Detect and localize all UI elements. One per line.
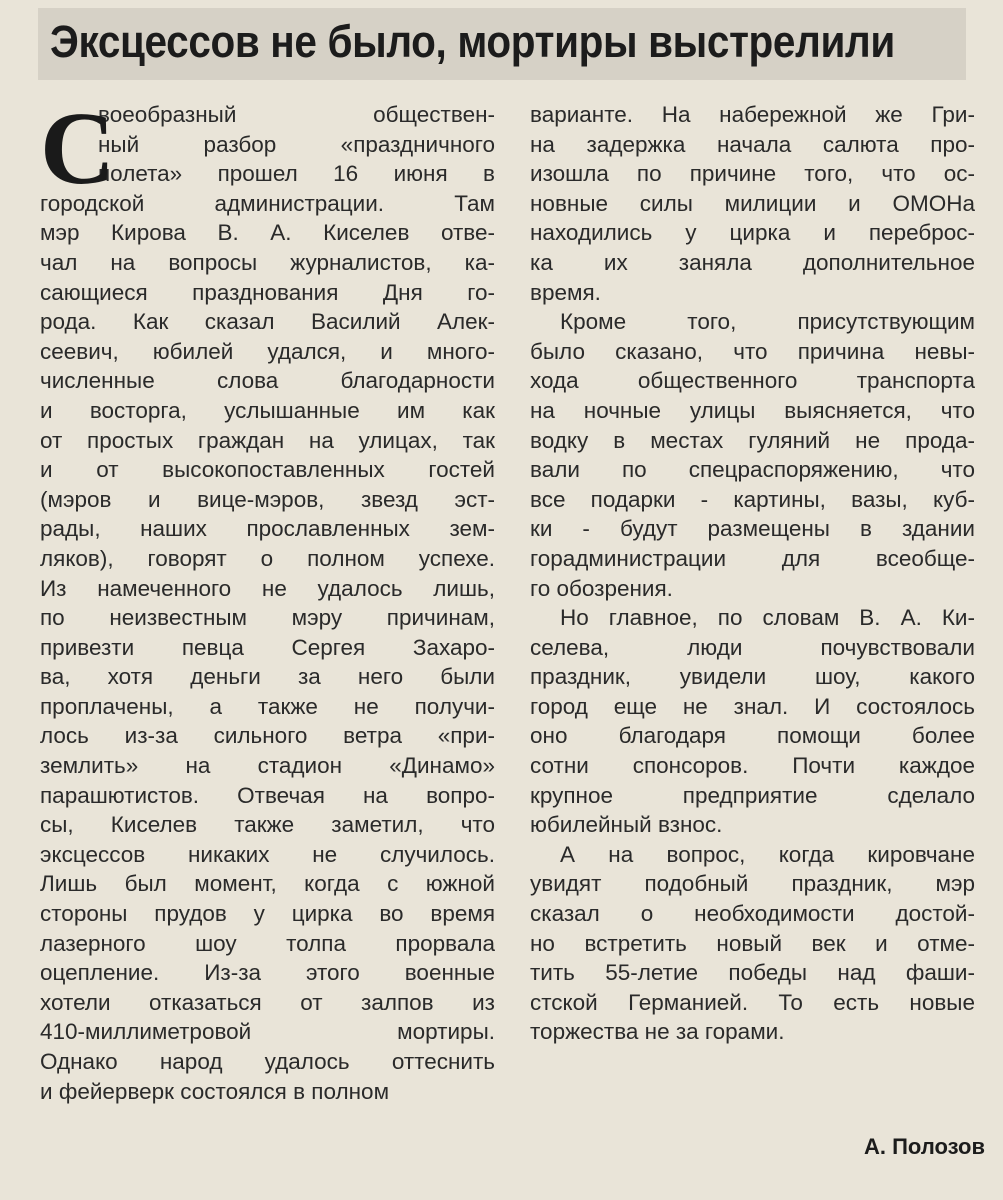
article-column-left bbox=[40, 91, 495, 1106]
text-line: привезти певца Сергея Захаро- bbox=[40, 634, 495, 660]
text-line: (мэров и вице-мэров, звезд эст- bbox=[40, 486, 495, 512]
text-line: вали по спецраспоряжению, что bbox=[530, 457, 975, 483]
text-line: все подарки - картины, вазы, куб- bbox=[530, 486, 975, 512]
text-line: юбилейный взнос. bbox=[530, 812, 723, 838]
text-line: Из намеченного не удалось лишь, bbox=[40, 575, 495, 601]
text-line: варианте. На набережной же Гри- bbox=[530, 102, 975, 127]
text-line: стской Германией. То есть новые bbox=[530, 989, 975, 1015]
text-line: эксцессов никаких не случилось. bbox=[40, 841, 495, 867]
text-line: полета» прошел 16 июня в bbox=[98, 161, 495, 187]
text-line: селева, люди почувствовали bbox=[530, 634, 975, 660]
text-line: А на вопрос, когда кировчане bbox=[560, 841, 975, 867]
text-line: Но главное, по словам В. А. Ки- bbox=[560, 605, 975, 631]
text-line: проплачены, а также не получи- bbox=[40, 693, 495, 719]
text-line: ва, хотя деньги за него были bbox=[40, 664, 495, 690]
text-line: городской администрации. Там bbox=[40, 190, 495, 216]
text-line: 410-миллиметровой мортиры. bbox=[40, 1019, 495, 1045]
text-line: рода. Как сказал Василий Алек- bbox=[40, 309, 495, 335]
text-line: стороны прудов у цирка во время bbox=[40, 901, 495, 927]
text-line: горадминистрации для всеобще- bbox=[530, 545, 975, 571]
text-line: рады, наших прославленных зем- bbox=[40, 516, 495, 542]
text-line: и от высокопоставленных гостей bbox=[40, 457, 495, 483]
text-line: лось из-за сильного ветра «при- bbox=[40, 723, 495, 749]
text-line: сотни спонсоров. Почти каждое bbox=[530, 753, 975, 779]
text-line: крупное предприятие сделало bbox=[530, 782, 975, 808]
text-line: город еще не знал. И состоялось bbox=[530, 693, 975, 719]
text-line: тить 55-летие победы над фаши- bbox=[530, 960, 975, 986]
text-line: торжества не за горами. bbox=[530, 1019, 785, 1045]
text-line: оно благодаря помощи более bbox=[530, 723, 975, 749]
text-line: ки - будут размещены в здании bbox=[530, 516, 975, 542]
text-line: и фейерверк состоялся в полном bbox=[40, 1078, 390, 1104]
text-line: Однако народ удалось оттеснить bbox=[40, 1049, 495, 1074]
text-line: го обозрения. bbox=[530, 575, 673, 601]
text-line: увидят подобный праздник, мэр bbox=[530, 871, 975, 897]
text-line: численные слова благодарности bbox=[40, 368, 495, 394]
text-line: землить» на стадион «Динамо» bbox=[40, 753, 495, 779]
text-line: было сказано, что причина невы- bbox=[530, 338, 975, 364]
text-line: парашютистов. Отвечая на вопро- bbox=[40, 782, 495, 808]
text-line: от простых граждан на улицах, так bbox=[40, 427, 495, 453]
text-line: на задержка начала салюта про- bbox=[530, 131, 975, 157]
text-line: воеобразный обществен- bbox=[98, 102, 495, 127]
text-line: сеевич, юбилей удался, и много- bbox=[40, 338, 495, 364]
text-line: сы, Киселев также заметил, что bbox=[40, 812, 495, 838]
text-line: хода общественного транспорта bbox=[530, 368, 975, 394]
text-line: время. bbox=[530, 279, 601, 305]
text-line: оцепление. Из-за этого военные bbox=[40, 960, 495, 986]
text-line: по неизвестным мэру причинам, bbox=[40, 605, 495, 631]
text-line: сказал о необходимости достой- bbox=[530, 901, 975, 927]
text-line: водку в местах гуляний не прода- bbox=[530, 427, 975, 453]
text-line: мэр Кирова В. А. Киселев отве- bbox=[40, 220, 495, 246]
text-line: праздник, увидели шоу, какого bbox=[530, 664, 975, 690]
article-headline: Эксцессов не было, мортиры выстрелили bbox=[50, 16, 895, 67]
text-line: Лишь был момент, когда с южной bbox=[40, 871, 495, 897]
text-line: новные силы милиции и ОМОНа bbox=[530, 190, 975, 216]
text-line: чал на вопросы журналистов, ка- bbox=[40, 249, 495, 275]
author-signature: А. Полозов bbox=[864, 1134, 985, 1159]
article-column-right bbox=[530, 100, 975, 1047]
text-line: хотели отказаться от залпов из bbox=[40, 989, 495, 1015]
text-line: изошла по причине того, что ос- bbox=[530, 161, 975, 187]
text-line: ный разбор «праздничного bbox=[98, 131, 495, 157]
text-line: но встретить новый век и отме- bbox=[530, 930, 975, 956]
text-line: сающиеся празднования Дня го- bbox=[40, 279, 495, 305]
text-line: ка их заняла дополнительное bbox=[530, 249, 975, 275]
text-line: находились у цирка и переброс- bbox=[530, 220, 975, 246]
text-line: на ночные улицы выясняется, что bbox=[530, 397, 975, 423]
text-line: Кроме того, присутствующим bbox=[560, 309, 975, 335]
drop-cap: С bbox=[40, 91, 116, 206]
text-line: ляков), говорят о полном успехе. bbox=[40, 545, 495, 571]
text-line: лазерного шоу толпа прорвала bbox=[40, 930, 495, 956]
text-line: и восторга, услышанные им как bbox=[40, 397, 495, 423]
